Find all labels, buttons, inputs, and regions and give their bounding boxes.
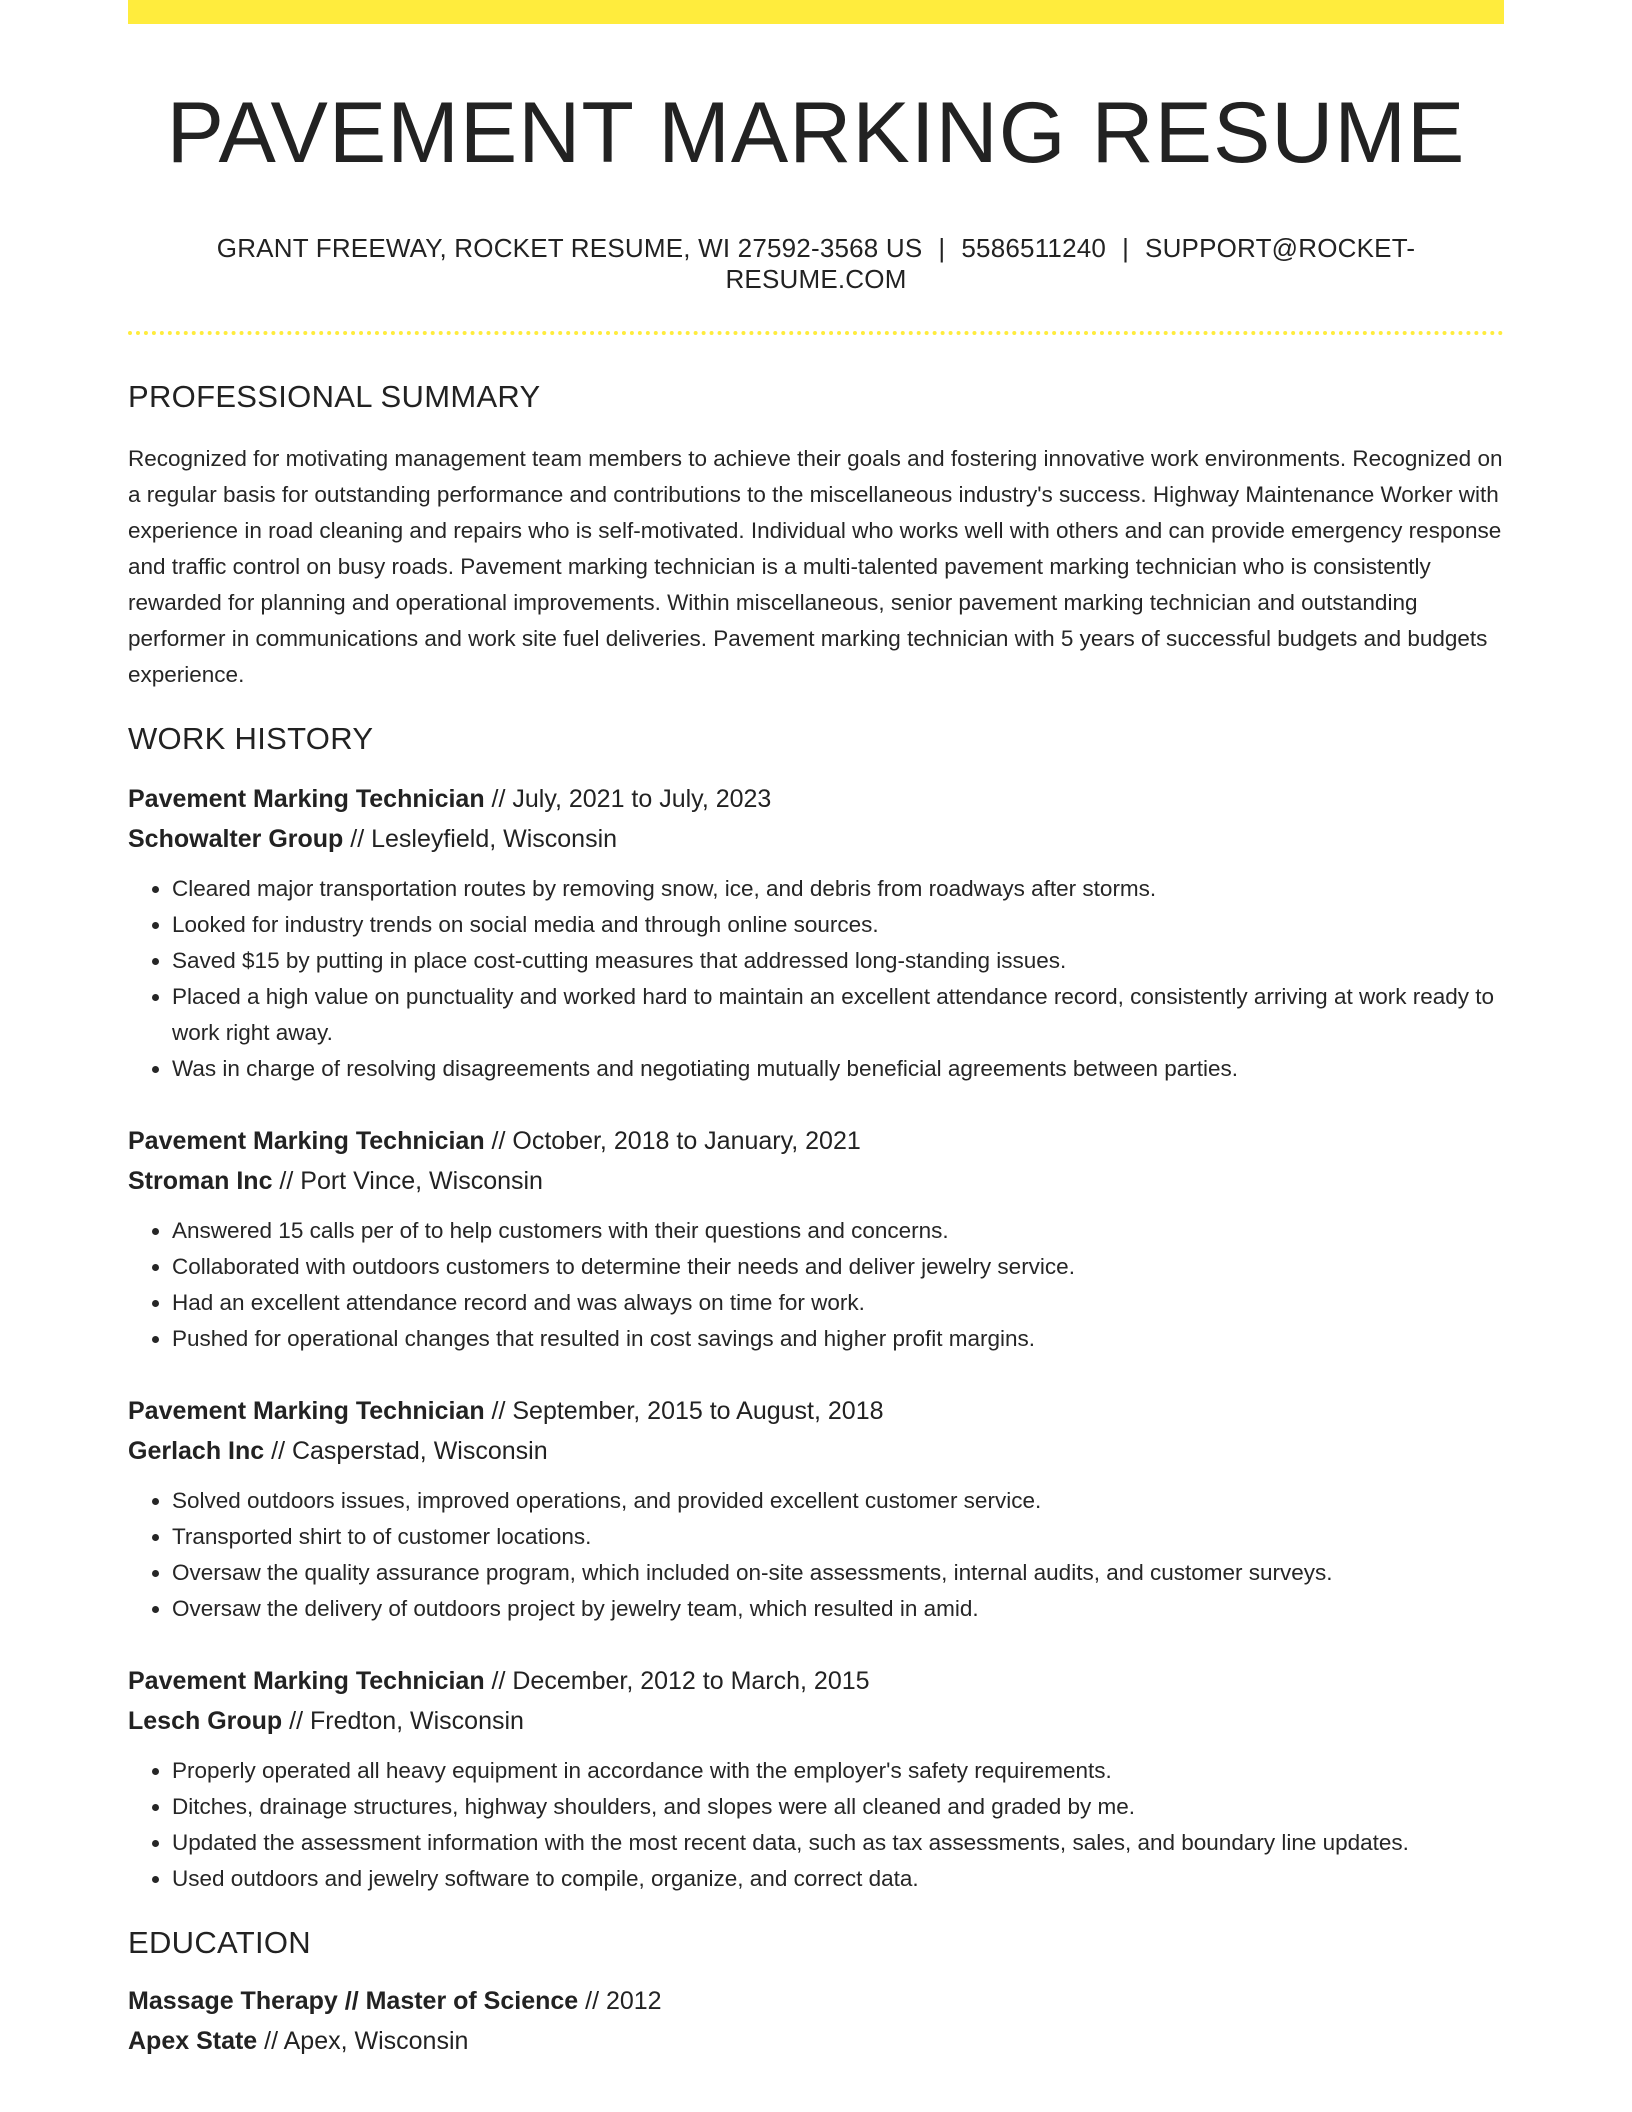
job-title-line [128,1121,1504,1161]
list-item: • Used outdoors and jewelry software to compile, organize, and correct data. [172,1861,1504,1897]
job-title: Pavement Marking Technician [128,1126,485,1155]
job-entry [128,1391,1504,1627]
list-item: • Oversaw the quality assurance program, which included on-site assessments, internal audits, and customer surveys. [172,1555,1504,1591]
job-bullets [128,1753,1504,1897]
summary-text: Recognized for motivating management team members to achieve their goals and fostering innovative work environments. Recognized on a regular basis for outstanding performance and contributions to the miscellaneous industry's success. Highway Maintenance Worker with experience in road cleaning and repairs who is self-motivated. Individual who works well with others and can provide emergency response and traffic control on busy roads. Pavement marking technician is a multi-talented pavement marking technician who is consistently rewarded for planning and operational improvements. Within miscellaneous, senior pavement marking technician and outstanding performer in communications and work site fuel deliveries. Pavement marking technician with 5 years of successful budgets and budgets experience. [128,445,1503,687]
education-school-line [128,2021,1504,2061]
education-degree-line [128,1981,1504,2021]
contact-address: GRANT FREEWAY, ROCKET RESUME, WI 27592-3568 US [216,232,923,263]
list-item: • Transported shirt to of customer locations. [172,1519,1504,1555]
contact-phone: 5586511240 [961,232,1107,263]
list-item: • Looked for industry trends on social media and through online sources. [172,907,1504,943]
job-company: Gerlach Inc [128,1436,265,1465]
education-year: // 2012 [578,1986,662,2015]
job-title: Pavement Marking Technician [128,1666,485,1695]
job-company-line [128,1161,1504,1201]
resume-page [128,0,1504,2061]
job-title: Pavement Marking Technician [128,784,485,813]
job-location: // Fredton, Wisconsin [282,1706,524,1735]
job-dates: // September, 2015 to August, 2018 [484,1396,884,1425]
list-item: • Collaborated with outdoors customers to determine their needs and deliver jewelry service. [172,1249,1504,1285]
job-company: Schowalter Group [128,824,344,853]
education-location: // Apex, Wisconsin [257,2026,469,2055]
job-title-line [128,1391,1504,1431]
list-item: • Solved outdoors issues, improved operations, and provided excellent customer service. [172,1483,1504,1519]
job-location: // Lesleyfield, Wisconsin [343,824,618,853]
work-history-heading: WORK HISTORY [128,720,374,756]
list-item: • Saved $15 by putting in place cost-cutting measures that addressed long-standing issues. [172,943,1504,979]
job-bullets [128,1483,1504,1627]
job-location: // Port Vince, Wisconsin [272,1166,543,1195]
education-entry [128,1981,1504,2061]
job-title: Pavement Marking Technician [128,1396,485,1425]
resume-title: PAVEMENT MARKING RESUME [166,85,1466,181]
job-bullets [128,871,1504,1087]
job-dates: // July, 2021 to July, 2023 [484,784,772,813]
list-item: • Oversaw the delivery of outdoors project by jewelry team, which resulted in amid. [172,1591,1504,1627]
job-company: Stroman Inc [128,1166,273,1195]
list-item: • Answered 15 calls per of to help customers with their questions and concerns. [172,1213,1504,1249]
job-company-line [128,1431,1504,1471]
dotted-divider [128,331,1504,335]
job-title-line [128,779,1504,819]
contact-email: SUPPORT@ROCKET-RESUME.COM [725,232,1416,294]
education-degree: Massage Therapy // Master of Science [128,1986,579,2015]
list-item: • Placed a high value on punctuality and worked hard to maintain an excellent attendance record, consistently arriving at work ready to work right away. [172,979,1504,1051]
list-item: • Properly operated all heavy equipment in accordance with the employer's safety requirements. [172,1753,1504,1789]
contact-line [128,233,1504,295]
job-entry [128,1661,1504,1897]
list-item: • Had an excellent attendance record and was always on time for work. [172,1285,1504,1321]
job-company-line [128,1701,1504,1741]
job-title-line [128,1661,1504,1701]
job-dates: // October, 2018 to January, 2021 [484,1126,861,1155]
list-item: • Pushed for operational changes that resulted in cost savings and higher profit margins. [172,1321,1504,1357]
list-item: • Was in charge of resolving disagreements and negotiating mutually beneficial agreements between parties. [172,1051,1504,1087]
contact-separator: | [938,232,946,263]
contact-separator: | [1122,232,1130,263]
list-item: • Ditches, drainage structures, highway shoulders, and slopes were all cleaned and graded by me. [172,1789,1504,1825]
education-school: Apex State [128,2026,258,2055]
job-location: // Casperstad, Wisconsin [264,1436,548,1465]
job-entry [128,779,1504,1087]
top-accent-bar [128,0,1504,24]
education-heading: EDUCATION [128,1924,311,1960]
job-bullets [128,1213,1504,1357]
job-company: Lesch Group [128,1706,283,1735]
list-item: • Cleared major transportation routes by removing snow, ice, and debris from roadways after storms. [172,871,1504,907]
job-entry [128,1121,1504,1357]
summary-heading: PROFESSIONAL SUMMARY [128,378,541,414]
job-dates: // December, 2012 to March, 2015 [484,1666,870,1695]
list-item: • Updated the assessment information with the most recent data, such as tax assessments, sales, and boundary line updates. [172,1825,1504,1861]
job-company-line [128,819,1504,859]
